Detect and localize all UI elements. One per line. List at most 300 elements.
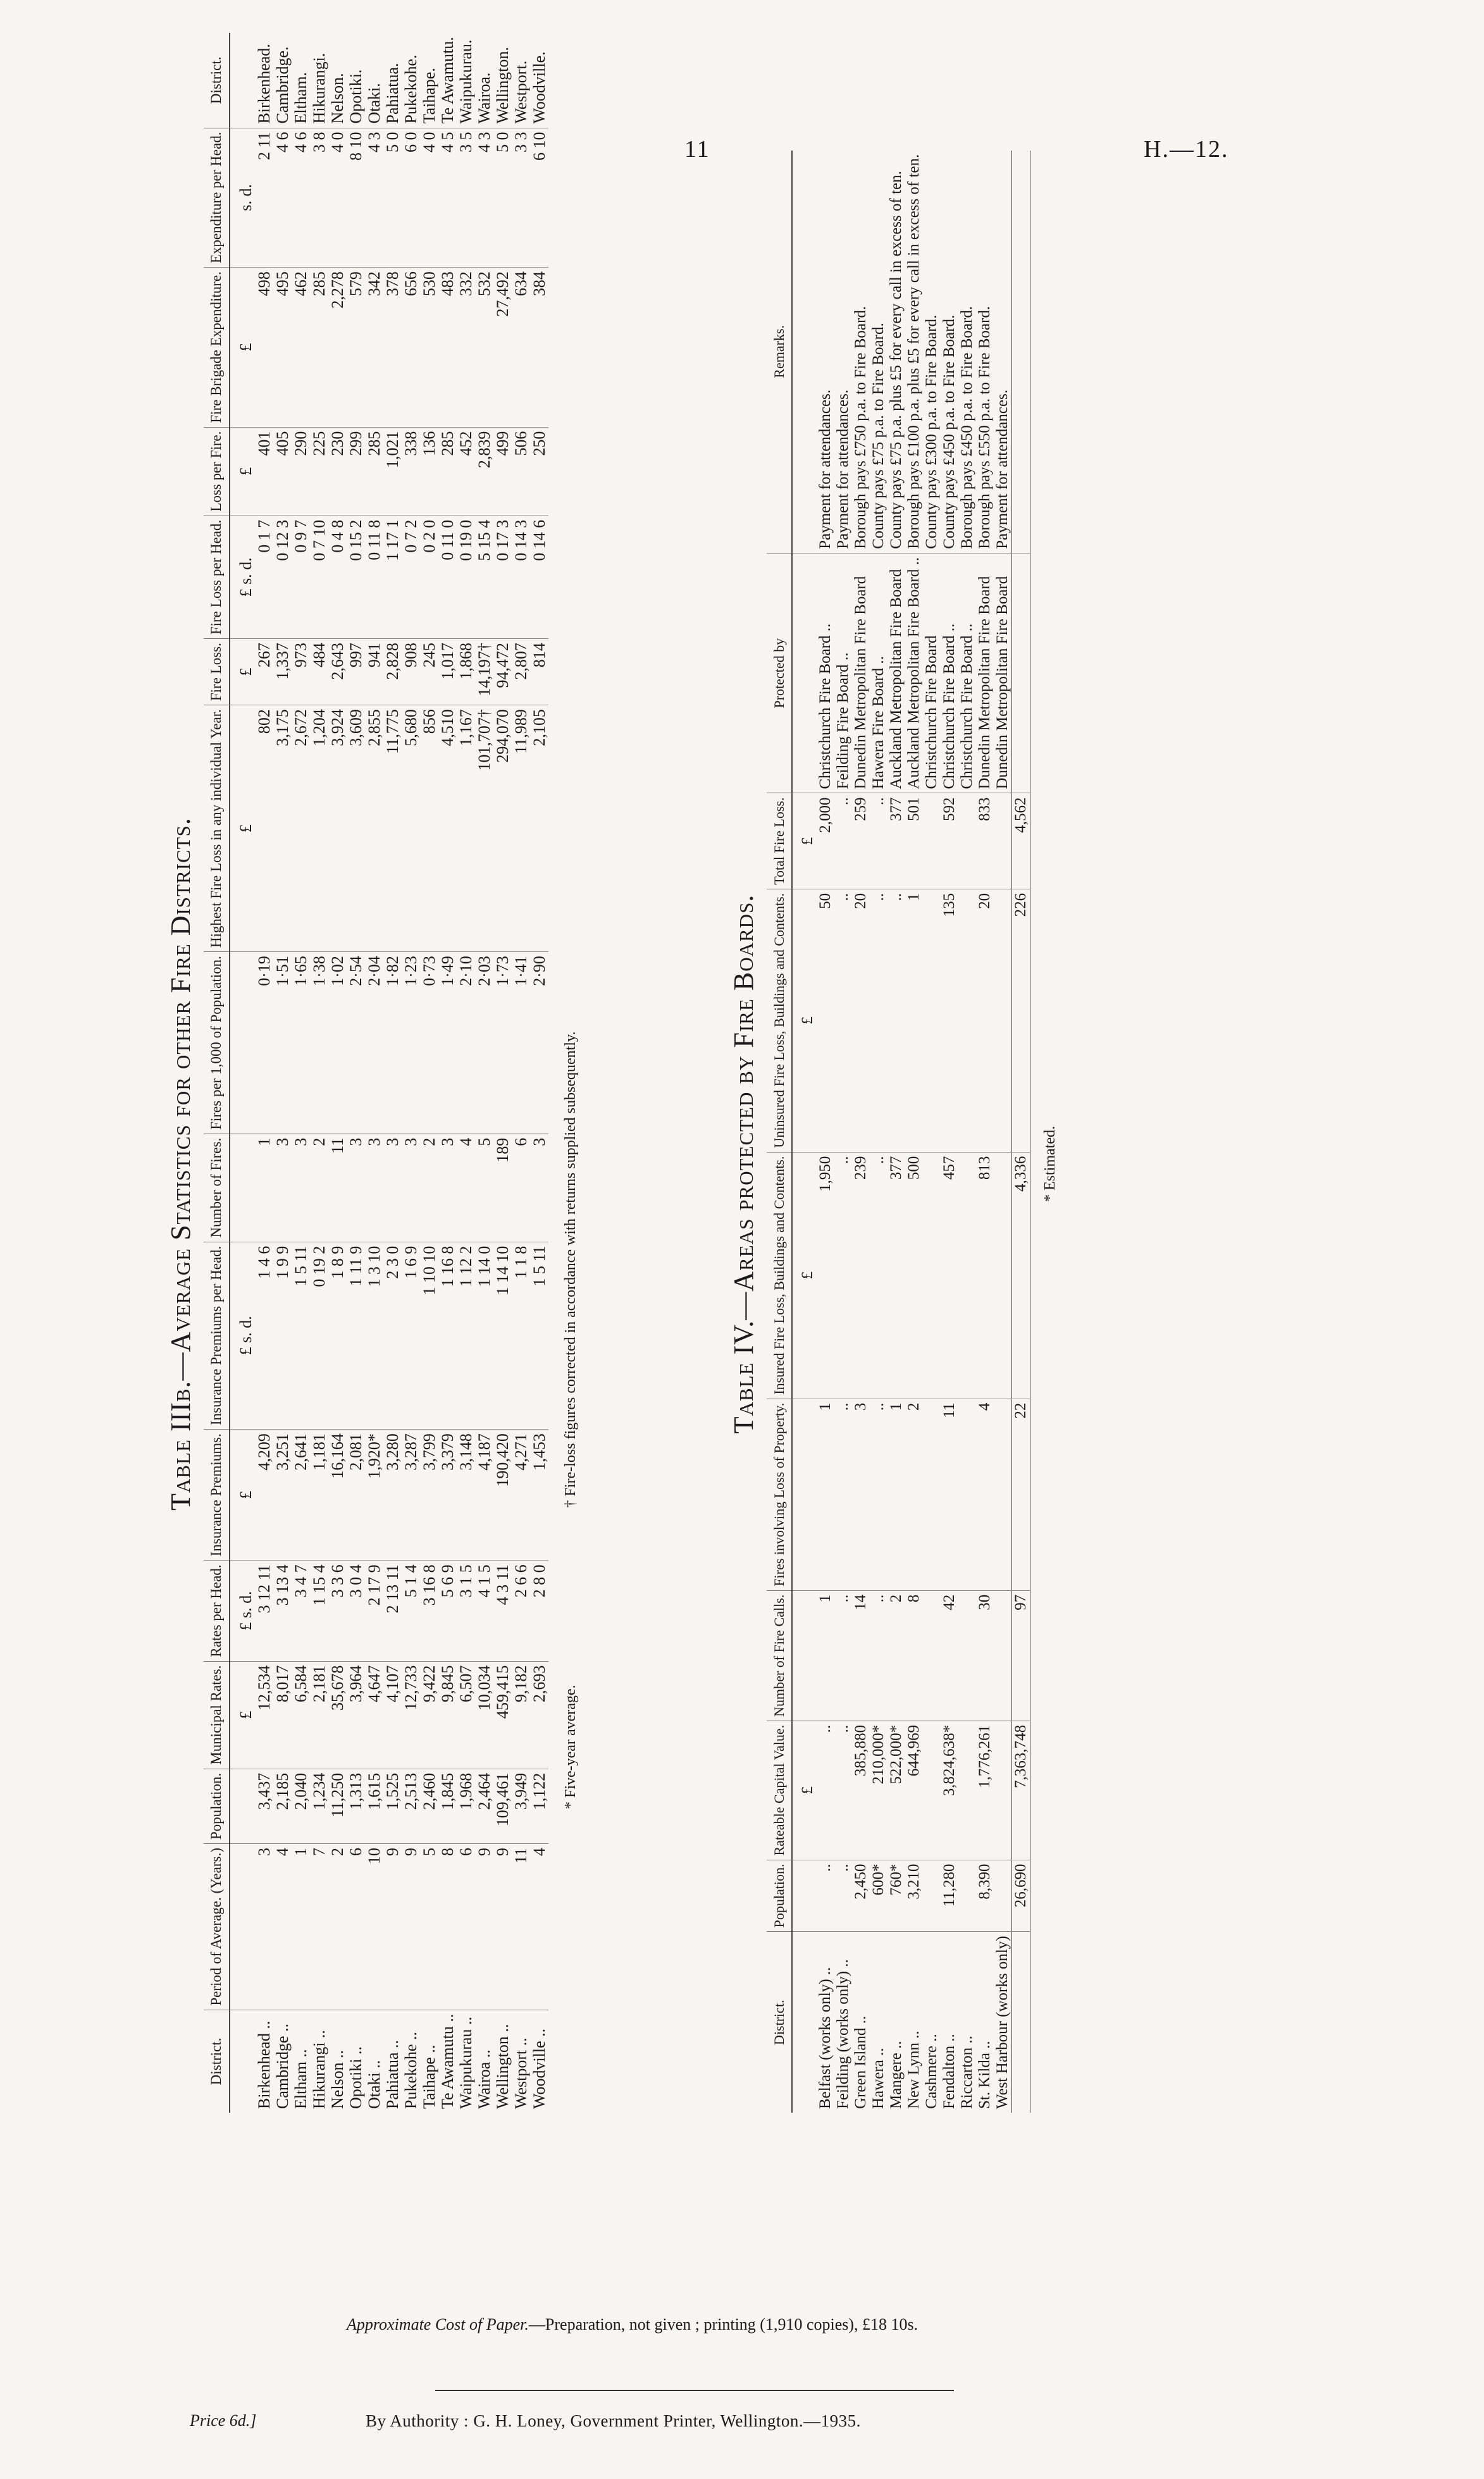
t4-unit-label: £ [792, 889, 817, 1152]
t4-cell [923, 1590, 941, 1721]
t3-cell: 2,807 [512, 639, 530, 705]
t4-cell: Payment for attendances. [994, 151, 1012, 553]
table-4 [767, 151, 1030, 2113]
t4-total-cell: 22 [1012, 1399, 1030, 1590]
t4-cell [994, 1860, 1012, 1932]
t3-cell: Hikurangi. [310, 33, 328, 128]
t4-cell [923, 1721, 941, 1860]
t3-row [273, 33, 292, 2113]
t3-cell: Westport. [512, 33, 530, 128]
t3-cell: 9,422 [420, 1661, 438, 1769]
t3-cell: 5 [420, 1844, 438, 2010]
t3-cell: 3,280 [383, 1430, 402, 1561]
t3-cell: 10 [365, 1844, 383, 2010]
t3-cell: 290 [292, 427, 310, 516]
t4-cell: 1 [817, 1399, 834, 1590]
t3-cell: 8 [438, 1844, 457, 2010]
t3-cell: 1 14 10 [493, 1242, 512, 1430]
t3-cell: 0 9 7 [292, 516, 310, 638]
t4-cell [923, 889, 941, 1152]
t3-row [402, 33, 420, 2113]
t3-column-header: Loss per Fire. [204, 427, 230, 516]
t3-cell: 3,287 [402, 1430, 420, 1561]
t3-cell: 2 [328, 1844, 347, 2010]
t3-cell: 2,828 [383, 639, 402, 705]
t3-cell: 2,460 [420, 1769, 438, 1843]
t4-cell: 833 [976, 793, 994, 889]
t4-cell [994, 889, 1012, 1152]
t3-cell: 2 3 0 [383, 1242, 402, 1430]
t3-row [493, 33, 512, 2113]
t3-cell: Waipukurau .. [457, 2017, 475, 2109]
t3-cell: 11 [328, 1134, 347, 1242]
t4-cell: .. [870, 1590, 887, 1721]
t3-cell: Eltham .. [292, 2049, 310, 2109]
t4-cell: .. [834, 1860, 852, 1932]
t4-cell [958, 793, 976, 889]
t3-unit-label: £ s. d. [230, 1242, 255, 1430]
t3-cell: 5,680 [402, 705, 420, 952]
t4-cell: 813 [976, 1152, 994, 1399]
t3-column-header: Fire Loss. [204, 639, 230, 705]
t3-cell: 2,513 [402, 1769, 420, 1843]
t4-column-header: Rateable Capital Value. [767, 1721, 792, 1860]
table-4-footnote: * Estimated. [1042, 1126, 1058, 1202]
t3-cell: 109,461 [493, 1769, 512, 1843]
t3-cell: 3 16 8 [420, 1561, 438, 1661]
t3-cell: 1 11 9 [347, 1242, 365, 1430]
t3-cell: 3,924 [328, 705, 347, 952]
t3-cell: 4 3 [365, 128, 383, 268]
t3-column-header: Fire Loss per Head. [204, 516, 230, 638]
page-number: 11 [684, 136, 710, 163]
t3-cell: 4 [457, 1134, 475, 1242]
t4-cell: County pays £450 p.a. to Fire Board. [941, 151, 958, 553]
t4-cell: 3,824,638* [941, 1721, 958, 1860]
t4-row [870, 151, 887, 2113]
t3-cell: 4 [273, 1844, 292, 2010]
t3-cell: 3 4 7 [292, 1561, 310, 1661]
t3-cell: Te Awamutu. [438, 33, 457, 128]
t4-total-cell: 4,562 [1012, 793, 1030, 889]
t3-cell: 908 [402, 639, 420, 705]
t3-column-header: Population. [204, 1769, 230, 1843]
t3-row [310, 33, 328, 2113]
t3-cell: 530 [420, 268, 438, 428]
t3-cell: 378 [383, 268, 402, 428]
t3-unit-label: £ [230, 427, 255, 516]
t3-cell: 3,437 [255, 1769, 273, 1843]
t4-cell: Auckland Metropolitan Fire Board [887, 553, 905, 793]
t4-cell: .. [870, 889, 887, 1152]
t3-cell: 2 [310, 1134, 328, 1242]
t4-cell: .. [834, 1721, 852, 1860]
t3-cell: 1 5 11 [292, 1242, 310, 1430]
t4-cell: 2,000 [817, 793, 834, 889]
t3-cell: 0 17 3 [493, 516, 512, 638]
t4-cell: Riccarton .. [958, 2036, 975, 2109]
t3-cell: 10,034 [475, 1661, 493, 1769]
t4-row [887, 151, 905, 2113]
t4-column-header: Insured Fire Loss, Buildings and Contents. [767, 1152, 792, 1399]
t3-cell: 299 [347, 427, 365, 516]
t3-cell: 1 5 11 [530, 1242, 548, 1430]
t4-cell: .. [887, 889, 905, 1152]
t3-cell: 6 [457, 1844, 475, 2010]
t3-cell: 1 4 6 [255, 1242, 273, 1430]
t3-cell: 3 [292, 1134, 310, 1242]
t4-cell: New Lynn .. [905, 2031, 922, 2109]
t4-cell: 2,450 [852, 1860, 870, 1932]
t4-unit-label [792, 553, 817, 793]
table-3b-footnote-1: * Five-year average. [562, 1685, 579, 1809]
t3-cell: 5 1 4 [402, 1561, 420, 1661]
t4-cell: 42 [941, 1590, 958, 1721]
t3-cell: 5 15 4 [475, 516, 493, 638]
t4-cell: Dunedin Metropolitan Fire Board [976, 553, 994, 793]
t4-unit-label [792, 1860, 817, 1932]
t3-cell: 4,647 [365, 1661, 383, 1769]
t4-total-cell [1012, 553, 1030, 793]
t4-cell: 385,880 [852, 1721, 870, 1860]
t3-cell: Eltham. [292, 33, 310, 128]
t3-cell: 0 12 3 [273, 516, 292, 638]
t3-cell: 4 5 [438, 128, 457, 268]
t3-cell: 1·41 [512, 952, 530, 1134]
t4-column-header: Fires involving Loss of Property. [767, 1399, 792, 1590]
t3-cell: 2 13 11 [383, 1561, 402, 1661]
t3-cell: 1·51 [273, 952, 292, 1134]
t3-cell: 11,989 [512, 705, 530, 952]
t3-cell: 1 14 0 [475, 1242, 493, 1430]
t3-cell: 1,167 [457, 705, 475, 952]
t3-cell: 3 [402, 1134, 420, 1242]
t3-column-header: Period of Average. (Years.) [204, 1844, 230, 2010]
t4-cell [994, 793, 1012, 889]
t4-cell: 600* [870, 1860, 887, 1932]
t3-cell: 2·10 [457, 952, 475, 1134]
t4-cell [994, 1590, 1012, 1721]
t4-total-cell: 4,336 [1012, 1152, 1030, 1399]
t3-cell: 1,968 [457, 1769, 475, 1843]
t3-cell: Woodville .. [530, 2028, 548, 2109]
t3-cell: 9 [402, 1844, 420, 2010]
t3-cell: 0 7 10 [310, 516, 328, 638]
t4-unit-label [792, 1932, 817, 2113]
t4-cell: 592 [941, 793, 958, 889]
t4-cell: Christchurch Fire Board .. [941, 553, 958, 793]
t4-cell: 1 [887, 1399, 905, 1590]
t3-unit-label [230, 2010, 255, 2113]
t3-cell: 4,271 [512, 1430, 530, 1561]
t3-cell: 189 [493, 1134, 512, 1242]
t3-cell: 3,609 [347, 705, 365, 952]
t4-cell: 210,000* [870, 1721, 887, 1860]
t4-column-header: Population. [767, 1860, 792, 1932]
t3-cell: 1,920* [365, 1430, 383, 1561]
t3-unit-label [230, 952, 255, 1134]
t3-cell: 3 8 [310, 128, 328, 268]
t3-unit-label: £ [230, 1661, 255, 1769]
t3-cell: 0·19 [255, 952, 273, 1134]
t3-cell: 2,464 [475, 1769, 493, 1843]
t3-cell: 2,278 [328, 268, 347, 428]
t4-cell: Mangere .. [887, 2041, 905, 2109]
t4-cell: 457 [941, 1152, 958, 1399]
t4-cell: .. [834, 889, 852, 1152]
t4-total-cell: 97 [1012, 1590, 1030, 1721]
t4-total-cell: 7,363,748 [1012, 1721, 1030, 1860]
t3-cell: 0 19 2 [310, 1242, 328, 1430]
t3-cell: 1 6 9 [402, 1242, 420, 1430]
t3-cell: 9,845 [438, 1661, 457, 1769]
t3-unit-label [230, 33, 255, 128]
t3-cell: 3,251 [273, 1430, 292, 1561]
t3-cell: 3 0 4 [347, 1561, 365, 1661]
t3-row [347, 33, 365, 2113]
t3-cell: 997 [347, 639, 365, 705]
table-4-block [727, 154, 1059, 2113]
t3-cell: Cambridge .. [273, 2023, 292, 2109]
t4-cell: 8 [905, 1590, 923, 1721]
t3-cell: 3 5 [457, 128, 475, 268]
t3-cell: 3 [383, 1134, 402, 1242]
t3-cell: 190,420 [493, 1430, 512, 1561]
t3-unit-label: £ [230, 639, 255, 705]
t4-cell: West Harbour (works only) [994, 1936, 1011, 2109]
t4-cell: 1 [817, 1590, 834, 1721]
t3-cell: 1 [255, 1134, 273, 1242]
t4-cell [994, 1721, 1012, 1860]
t4-column-header: District. [767, 1932, 792, 2113]
t3-cell: 452 [457, 427, 475, 516]
t3-cell: Pahiatua .. [383, 2039, 402, 2109]
t3-cell: 401 [255, 427, 273, 516]
t4-cell [923, 1860, 941, 1932]
t4-cell: St. Kilda .. [976, 2041, 993, 2109]
t3-cell: 0·73 [420, 952, 438, 1134]
t3-cell: 802 [255, 705, 273, 952]
t4-unit-label [792, 151, 817, 553]
t4-cell: .. [834, 793, 852, 889]
t4-cell: Borough pays £100 p.a. plus £5 for every call in excess of ten. [905, 151, 923, 553]
t3-cell: 483 [438, 268, 457, 428]
t4-cell: County pays £75 p.a. plus £5 for every call in excess of ten. [887, 151, 905, 553]
t4-cell: Belfast (works only) .. [817, 1967, 834, 2109]
t3-cell: 12,733 [402, 1661, 420, 1769]
t4-column-header: Total Fire Loss. [767, 793, 792, 889]
t3-unit-label: s. d. [230, 128, 255, 268]
t3-cell: 1,204 [310, 705, 328, 952]
t4-row [923, 151, 941, 2113]
t4-totals-row [1012, 151, 1030, 2113]
t3-cell: Taihape .. [420, 2044, 438, 2109]
t3-cell: 16,164 [328, 1430, 347, 1561]
t3-cell: 3,148 [457, 1430, 475, 1561]
t3-cell: 1·02 [328, 952, 347, 1134]
t3-cell: 5 0 [383, 128, 402, 268]
t4-cell: 8,390 [976, 1860, 994, 1932]
t4-cell: 3,210 [905, 1860, 923, 1932]
t4-cell: Cashmere .. [923, 2034, 940, 2109]
t4-cell [958, 1152, 976, 1399]
t3-cell: 9 [493, 1844, 512, 2010]
cost-text: —Preparation, not given ; printing (1,910 copies), £18 10s. [528, 2315, 918, 2334]
t4-cell: 1,950 [817, 1152, 834, 1399]
t3-cell: Nelson. [328, 33, 347, 128]
t3-cell: 4 3 11 [493, 1561, 512, 1661]
t3-cell: 2,040 [292, 1769, 310, 1843]
t3-cell: 532 [475, 268, 493, 428]
t4-cell: County pays £300 p.a. to Fire Board. [923, 151, 941, 553]
t3-cell: 1,313 [347, 1769, 365, 1843]
t3-cell: 0 7 2 [402, 516, 420, 638]
t4-cell: Green Island .. [852, 2015, 869, 2109]
t4-cell: Christchurch Fire Board .. [817, 553, 834, 793]
t3-cell: 2,672 [292, 705, 310, 952]
t3-cell: Taihape. [420, 33, 438, 128]
t3-cell: 2,105 [530, 705, 548, 952]
t3-cell: 245 [420, 639, 438, 705]
t3-cell: 342 [365, 268, 383, 428]
t3-cell: 941 [365, 639, 383, 705]
t3-cell: Otaki. [365, 33, 383, 128]
t3-cell: Opotiki .. [347, 2046, 365, 2109]
t3-cell: 2·54 [347, 952, 365, 1134]
t3-cell: 5 0 [493, 128, 512, 268]
t3-column-header: Rates per Head. [204, 1561, 230, 1661]
t4-row [817, 151, 834, 2113]
t4-cell [994, 1399, 1012, 1590]
t3-unit-label: £ [230, 1430, 255, 1561]
t3-cell: 4 6 [292, 128, 310, 268]
t3-cell: 6,507 [457, 1661, 475, 1769]
t4-total-cell [1012, 151, 1030, 553]
t3-cell: 6 [347, 1844, 365, 2010]
t3-cell: 1 15 4 [310, 1561, 328, 1661]
t3-unit-label: £ [230, 705, 255, 952]
t3-cell: 2,855 [365, 705, 383, 952]
cost-of-paper-note [347, 2315, 918, 2334]
t3-unit-label: £ [230, 268, 255, 428]
t4-cell: Dunedin Metropolitan Fire Board [994, 553, 1012, 793]
t4-unit-label [792, 1590, 817, 1721]
t3-cell: 2 [420, 1134, 438, 1242]
t3-cell: 3 [255, 1844, 273, 2010]
t3-cell: 338 [402, 427, 420, 516]
t3-cell: Westport .. [512, 2037, 530, 2109]
t4-cell: Feilding (works only) .. [834, 1959, 851, 2109]
t3-cell: 579 [347, 268, 365, 428]
t3-cell: Wellington .. [493, 2024, 512, 2109]
t3-cell: 285 [438, 427, 457, 516]
t3-cell: 3 3 [512, 128, 530, 268]
t4-cell: 501 [905, 793, 923, 889]
t4-cell: 500 [905, 1152, 923, 1399]
t3-cell: 2,081 [347, 1430, 365, 1561]
t3-cell: 1 17 1 [383, 516, 402, 638]
t3-cell: 3,175 [273, 705, 292, 952]
t3-cell: Waipukurau. [457, 33, 475, 128]
t3-cell: 3,799 [420, 1430, 438, 1561]
t3-cell: 1,615 [365, 1769, 383, 1843]
t3-cell: 1 [292, 1844, 310, 2010]
t4-cell [958, 1399, 976, 1590]
t3-cell: 250 [530, 427, 548, 516]
t3-unit-label [230, 1769, 255, 1843]
t3-cell: 0 11 0 [438, 516, 457, 638]
t3-cell: 14,197† [475, 639, 493, 705]
t3-cell: 7 [310, 1844, 328, 2010]
t4-total-cell [1012, 1932, 1030, 2113]
t3-cell: Pahiatua. [383, 33, 402, 128]
t3-unit-label [230, 1134, 255, 1242]
t3-cell: 1,525 [383, 1769, 402, 1843]
t3-cell: 3 [347, 1134, 365, 1242]
t4-cell: Hawera .. [870, 2048, 887, 2109]
t3-cell: 4 [530, 1844, 548, 2010]
t4-cell: Dunedin Metropolitan Fire Board [852, 553, 870, 793]
t3-cell: 4,510 [438, 705, 457, 952]
t3-cell: 4,187 [475, 1430, 493, 1561]
t3-cell: 1,845 [438, 1769, 457, 1843]
t3-cell: 27,492 [493, 268, 512, 428]
t3-unit-label [230, 1844, 255, 2010]
t3-column-header: Number of Fires. [204, 1134, 230, 1242]
t3-cell: 1 12 2 [457, 1242, 475, 1430]
t3-cell: 101,707† [475, 705, 493, 952]
t3-cell: 1 1 8 [512, 1242, 530, 1430]
t4-cell: Payment for attendances. [817, 151, 834, 553]
t3-cell: 1·73 [493, 952, 512, 1134]
t4-cell: County pays £75 p.a. to Fire Board. [870, 151, 887, 553]
t4-cell: Christchurch Fire Board [923, 553, 941, 793]
t3-cell: 94,472 [493, 639, 512, 705]
t3-cell: 2,641 [292, 1430, 310, 1561]
t4-cell: Payment for attendances. [834, 151, 852, 553]
t3-cell: 1,122 [530, 1769, 548, 1843]
t3-column-header: Fire Brigade Expenditure. [204, 268, 230, 428]
t4-cell: 377 [887, 793, 905, 889]
t3-cell: Cambridge. [273, 33, 292, 128]
t3-cell: 2,643 [328, 639, 347, 705]
t4-cell: 11,280 [941, 1860, 958, 1932]
t3-column-header: Expenditure per Head. [204, 128, 230, 268]
t3-cell: 1 3 10 [365, 1242, 383, 1430]
price-label: Price 6d.] [190, 2411, 257, 2430]
t4-cell [923, 793, 941, 889]
t3-cell: 814 [530, 639, 548, 705]
t4-cell [923, 1399, 941, 1590]
t3-row [512, 33, 530, 2113]
t3-column-header: Fires per 1,000 of Population. [204, 952, 230, 1134]
t3-cell: 1,021 [383, 427, 402, 516]
t4-row [976, 151, 994, 2113]
t3-cell: 3 [438, 1134, 457, 1242]
t4-cell: Borough pays £450 p.a. to Fire Board. [958, 151, 976, 553]
t3-cell: 973 [292, 639, 310, 705]
t4-cell: 522,000* [887, 1721, 905, 1860]
cost-label: Approximate Cost of Paper. [347, 2315, 529, 2334]
t4-cell: .. [870, 1399, 887, 1590]
t3-cell: 4 6 [273, 128, 292, 268]
t4-row [941, 151, 958, 2113]
t4-cell: Borough pays £550 p.a. to Fire Board. [976, 151, 994, 553]
t3-cell: 4 0 [328, 128, 347, 268]
t4-cell: 20 [852, 889, 870, 1152]
t3-cell: 405 [273, 427, 292, 516]
t3-cell: 1 16 8 [438, 1242, 457, 1430]
